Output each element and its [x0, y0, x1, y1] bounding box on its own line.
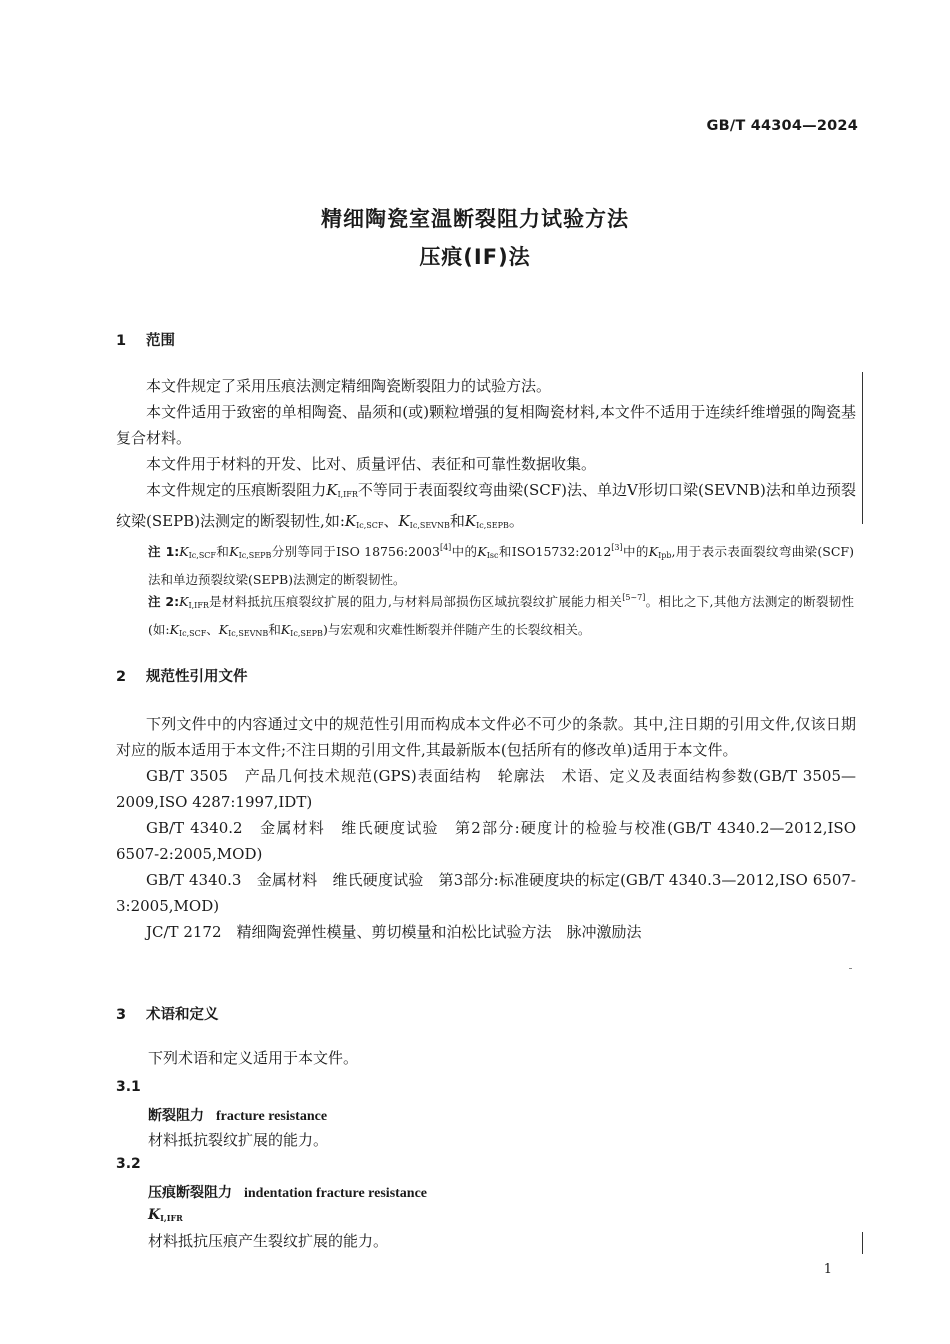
text-run: 不等同于表面裂纹弯曲梁(SCF)法、单边V形切口梁(SEVNB)法和单边预裂纹梁(SEPB)法测定的断裂韧性,如:: [116, 481, 856, 530]
document-subtitle: 压痕(IF)法: [419, 245, 531, 269]
citation: [5~7]: [622, 593, 646, 602]
text-run: 分别等同于ISO 18756:2003: [271, 544, 440, 559]
reference-item: GB/T 3505 产品几何技术规范(GPS)表面结构 轮廓法 术语、定义及表面结构参数(GB/T 3505—2009,ISO 4287:1997,IDT): [116, 767, 856, 811]
k-symbol: K: [344, 512, 357, 530]
paragraph: 本文件适用于致密的单相陶瓷、晶须和(或)颗粒增强的复相陶瓷材料,本文件不适用于连续纤维增强的陶瓷基复合材料。: [116, 403, 856, 447]
reference-item: JC/T 2172 精细陶瓷弹性模量、剪切模量和泊松比试验方法 脉冲激励法: [146, 923, 642, 941]
terms-intro: 下列术语和定义适用于本文件。: [148, 1049, 359, 1067]
scan-speck: [849, 968, 852, 969]
text-run: 中的: [451, 544, 478, 559]
section-1-body: [116, 373, 856, 539]
paragraph: [116, 477, 856, 539]
text-run: ,用于表示表面裂纹弯曲梁(SCF)法和单边预裂纹梁(SEPB)法测定的断裂韧性。: [148, 544, 854, 587]
change-bar: [862, 372, 863, 524]
section-number: 1: [116, 333, 127, 349]
text-run: 、: [383, 512, 399, 530]
k-symbol: K: [477, 544, 487, 559]
text-run: 、: [206, 622, 219, 637]
clause-3-1-number: 3.1: [116, 1079, 141, 1095]
subscript: Ic,SEPB: [290, 629, 323, 638]
k-symbol: K: [464, 512, 477, 530]
term-en: fracture resistance: [216, 1109, 328, 1124]
subscript: Ic,SCF: [188, 551, 216, 560]
section-1-heading: [116, 329, 175, 350]
definition-3-1: 材料抵抗裂纹扩展的能力。: [148, 1131, 329, 1149]
k-symbol: K: [179, 594, 189, 609]
subscript: Ic,SEPB: [238, 551, 272, 560]
subscript: I,IFR: [188, 601, 209, 610]
k-symbol: K: [179, 544, 189, 559]
subscript: I,IFR: [337, 490, 358, 499]
term-3-2: [148, 1182, 427, 1202]
term-zh: 压痕断裂阻力: [148, 1185, 232, 1201]
k-symbol: K: [229, 544, 239, 559]
reference-item: GB/T 4340.2 金属材料 维氏硬度试验 第2部分:硬度计的检验与校准(GB/T 4340.2—2012,ISO 6507-2:2005,MOD): [116, 819, 856, 863]
text-run: 。: [508, 512, 524, 530]
section-number: 2: [116, 669, 127, 685]
section-number: 3: [116, 1007, 127, 1023]
subscript: Ic,SEVNB: [228, 629, 269, 638]
text-run: 是材料抵抗压痕裂纹扩展的阻力,与材料局部损伤区域抗裂纹扩展能力相关: [208, 594, 623, 609]
k-symbol: K: [648, 544, 659, 559]
paragraph: 下列文件中的内容通过文中的规范性引用而构成本文件必不可少的条款。其中,注日期的引用文件,仅该日期对应的版本适用于本文件;不注日期的引用文件,其最新版本(包括所有的修改单)适用于本文件。: [116, 715, 856, 759]
term-en: indentation fracture resistance: [244, 1186, 428, 1201]
paragraph: 本文件规定了采用压痕法测定精细陶瓷断裂阻力的试验方法。: [146, 377, 552, 395]
text-run: 和ISO15732:2012: [498, 544, 612, 559]
k-symbol: K: [326, 481, 338, 499]
subscript: Ic,SCF: [356, 521, 384, 530]
k-symbol: K: [398, 512, 410, 530]
subscript: Ic,SEPB: [476, 521, 509, 530]
text-run: 。相比之下,其他方法测定的断裂韧性(如:: [148, 594, 854, 637]
citation: [4]: [439, 543, 452, 552]
term-zh: 断裂阻力: [148, 1108, 204, 1124]
note-2: [148, 586, 854, 646]
k-symbol: K: [218, 622, 229, 637]
section-3-heading: [116, 1003, 219, 1024]
k-symbol: K: [148, 1207, 161, 1223]
change-bar: [862, 1232, 863, 1254]
text-run: 本文件规定的压痕断裂阻力: [146, 481, 327, 499]
standard-code: GB/T 44304—2024: [706, 118, 858, 134]
subscript: Ic,SEVNB: [409, 521, 450, 530]
note-label: 注 2:: [148, 594, 180, 609]
subscript: Isc: [486, 551, 499, 560]
subscript: I,IFR: [160, 1213, 183, 1223]
citation: [3]: [611, 543, 623, 552]
section-2-body: [116, 711, 856, 945]
text-run: 和: [268, 622, 281, 637]
text-run: 和: [215, 544, 230, 559]
text-run: )与宏观和灾难性断裂并伴随产生的长裂纹相关。: [322, 622, 591, 637]
note-1: [148, 536, 854, 592]
text-run: 和: [449, 512, 465, 530]
section-title: 范围: [146, 333, 175, 349]
section-title: 术语和定义: [146, 1007, 219, 1023]
k-symbol: K: [280, 622, 291, 637]
clause-3-2-number: 3.2: [116, 1156, 141, 1172]
term-3-2-symbol: [148, 1207, 183, 1223]
note-label: 注 1:: [148, 544, 180, 559]
document-title: 精细陶瓷室温断裂阻力试验方法: [321, 207, 629, 231]
term-3-1: [148, 1105, 327, 1125]
page-number: 1: [823, 1262, 832, 1277]
definition-3-2: 材料抵抗压痕产生裂纹扩展的能力。: [148, 1232, 389, 1250]
reference-item: GB/T 4340.3 金属材料 维氏硬度试验 第3部分:标准硬度块的标定(GB/T 4340.3—2012,ISO 6507-3:2005,MOD): [116, 871, 856, 915]
k-symbol: K: [169, 622, 179, 637]
text-run: 中的: [622, 544, 649, 559]
subscript: Ipb: [658, 551, 672, 560]
paragraph: 本文件用于材料的开发、比对、质量评估、表征和可靠性数据收集。: [146, 455, 597, 473]
subscript: Ic,SCF: [178, 629, 207, 638]
section-title: 规范性引用文件: [146, 669, 248, 685]
section-2-heading: [116, 665, 248, 686]
